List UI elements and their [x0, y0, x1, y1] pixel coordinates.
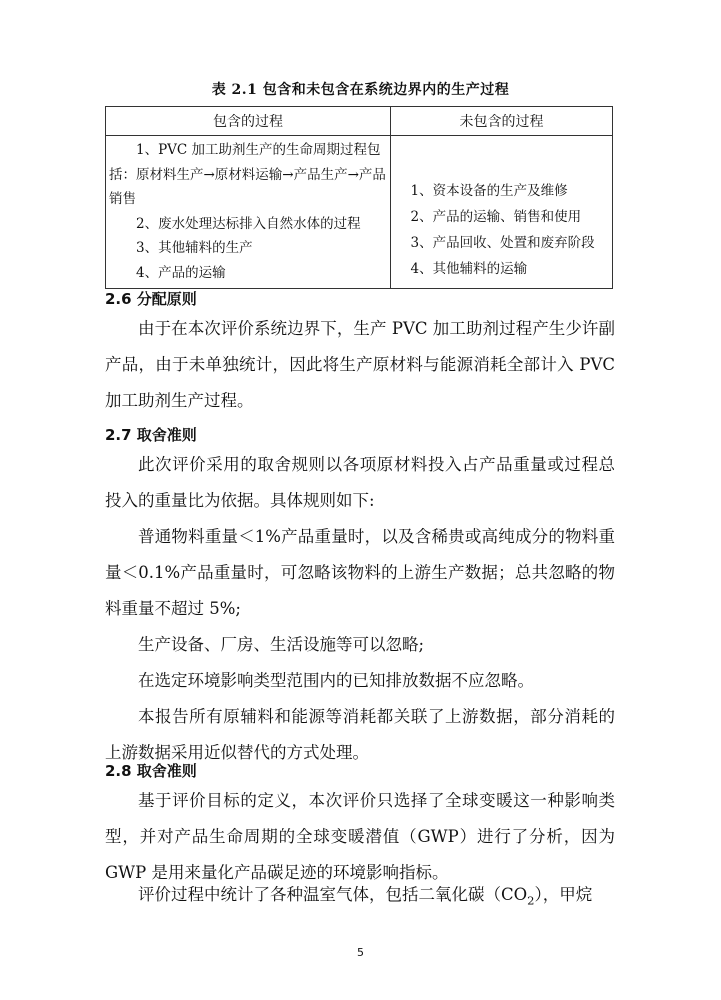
paragraph	[105, 877, 615, 918]
excluded-processes-cell	[391, 136, 613, 289]
included-item: 2、废水处理达标排入自然水体的过程	[136, 215, 361, 232]
table-row	[106, 136, 613, 289]
section-heading-2-7: 2.7 取舍准则	[105, 426, 197, 444]
excluded-item: 3、产品回收、处置和废弃阶段	[410, 235, 595, 251]
included-item: 1、PVC 加工助剂生产的生命周期过程包括：原材料生产→原材料运输→产品生产→产品销售	[109, 142, 386, 208]
included-processes-cell	[106, 136, 391, 289]
paragraph: 基于评价目标的定义，本次评价只选择了全球变暖这一种影响类型，并对产品生命周期的全球变暖潜值（GWP）进行了分析，因为 GWP 是用来量化产品碳足迹的环境影响指标。	[105, 791, 615, 882]
table-caption: 表 2.1 包含和未包含在系统边界内的生产过程	[211, 82, 510, 98]
paragraph-text: ），甲烷	[534, 885, 593, 904]
table-header-row	[106, 107, 613, 136]
header-included: 包含的过程	[106, 107, 391, 136]
section-heading-2-8: 2.8 取舍准则	[105, 762, 197, 780]
paragraph: 由于在本次评价系统边界下，生产 PVC 加工助剂过程产生少许副产品，由于未单独统计，因此将生产原材料与能源消耗全部计入 PVC 加工助剂生产过程。	[105, 319, 615, 410]
excluded-item: 2、产品的运输、销售和使用	[410, 209, 582, 225]
system-boundary-table	[105, 106, 613, 289]
paragraph: 本报告所有原辅料和能源等消耗都关联了上游数据，部分消耗的上游数据采用近似替代的方式处理。	[105, 707, 615, 762]
paragraph: 此次评价采用的取舍规则以各项原材料投入占产品重量或过程总投入的重量比为依据。具体规则如下:	[105, 455, 615, 510]
subscript: 2	[527, 893, 535, 908]
page-number: 5	[357, 946, 364, 959]
paragraph: 在选定环境影响类型范围内的已知排放数据不应忽略。	[138, 671, 534, 690]
excluded-item: 4、其他辅料的运输	[410, 261, 528, 277]
paragraph: 生产设备、厂房、生活设施等可以忽略;	[138, 635, 425, 654]
section-heading-2-6: 2.6 分配原则	[105, 290, 197, 308]
paragraph: 普通物料重量＜1%产品重量时，以及含稀贵或高纯成分的物料重量＜0.1%产品重量时，可忽略该物料的上游生产数据；总共忽略的物料重量不超过 5%;	[105, 527, 615, 618]
included-item: 3、其他辅料的生产	[136, 240, 253, 257]
excluded-item: 1、资本设备的生产及维修	[410, 183, 568, 199]
paragraph-text: 评价过程中统计了各种温室气体，包括二氧化碳（CO	[138, 885, 528, 904]
included-item: 4、产品的运输	[136, 264, 226, 281]
header-excluded: 未包含的过程	[391, 107, 613, 136]
